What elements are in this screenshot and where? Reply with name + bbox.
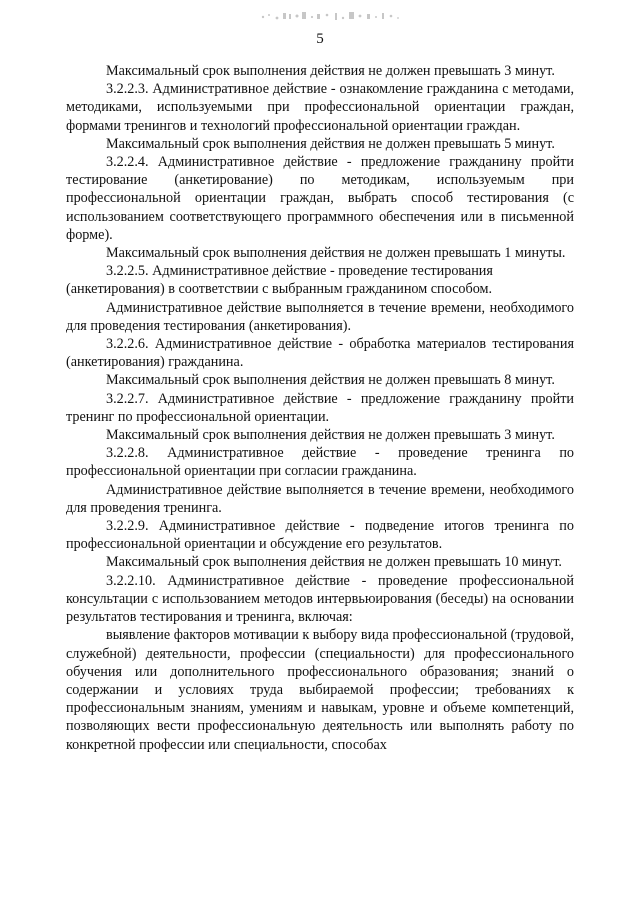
paragraph: Максимальный срок выполнения действия не должен превышать 5 минут.: [106, 135, 555, 152]
faded-stamp-mark: [255, 8, 405, 24]
paragraph: 3.2.2.5. Административное действие - проведение тестирования: [106, 263, 493, 280]
paragraph: 3.2.2.8. Административное действие - проведение тренинга по профессиональной ориентации при согласии гражданина.: [66, 445, 574, 480]
page-number: 5: [316, 31, 324, 47]
paragraph: 3.2.2.9. Административное действие - подведение итогов тренинга по профессиональной ориентации и обсуждение его результатов.: [66, 518, 574, 553]
paragraph: Максимальный срок выполнения действия не должен превышать 10 минут.: [106, 554, 562, 571]
paragraph: 3.2.2.7. Административное действие - предложение гражданину пройти тренинг по профессиональной ориентации.: [66, 390, 574, 425]
paragraph: Максимальный срок выполнения действия не должен превышать 3 минут.: [106, 63, 555, 79]
paragraph: (анкетирования) в соответствии с выбранным гражданином способом.: [66, 281, 493, 298]
paragraph: Максимальный срок выполнения действия не должен превышать 8 минут.: [106, 372, 555, 389]
paragraph: Максимальный срок выполнения действия не должен превышать 3 минут.: [106, 427, 555, 444]
paragraph: 3.2.2.10. Административное действие - проведение профессиональной консультации с использованием методов интервьюирования (беседы) на основании результатов тестирования и тренинга, включая:: [66, 572, 574, 626]
paragraph: 3.2.2.6. Административное действие - обработка материалов тестирования (анкетирования) гражданина.: [66, 336, 574, 371]
document-body: [66, 62, 574, 754]
paragraph: Максимальный срок выполнения действия не должен превышать 1 минуты.: [106, 245, 566, 262]
paragraph: Административное действие выполняется в течение времени, необходимого для проведения тренинга.: [66, 481, 574, 516]
paragraph: 3.2.2.3. Административное действие - ознакомление гражданина с методами, методиками, используемыми при профессиональной ориентации граждан, формами тренингов и технологий профессиональной ориентации граждан.: [66, 81, 574, 134]
paragraph: выявление факторов мотивации к выбору вида профессиональной (трудовой, служебной) деятельности, профессии (специальности) для профессионального обучения или дополнительного профессионального образования; знаний о содержании и условиях труда выбираемой профессии; требованиях к профессиональным знаниям, умениям и навыкам, уровне и объеме компетенций, позволяющих вести профессиональную деятельность или выполнять работу по конкретной профессии или специальности, способах: [66, 627, 574, 753]
paragraph: Административное действие выполняется в течение времени, необходимого для проведения тестирования (анкетирования).: [66, 299, 574, 334]
paragraph: 3.2.2.4. Административное действие - предложение гражданину пройти тестирование (анкетирование) по методикам, используемым при профессиональной ориентации граждан, выбрать способ тестирования (с использованием соответствующего программного обеспечения или в письменной форме).: [66, 154, 574, 243]
